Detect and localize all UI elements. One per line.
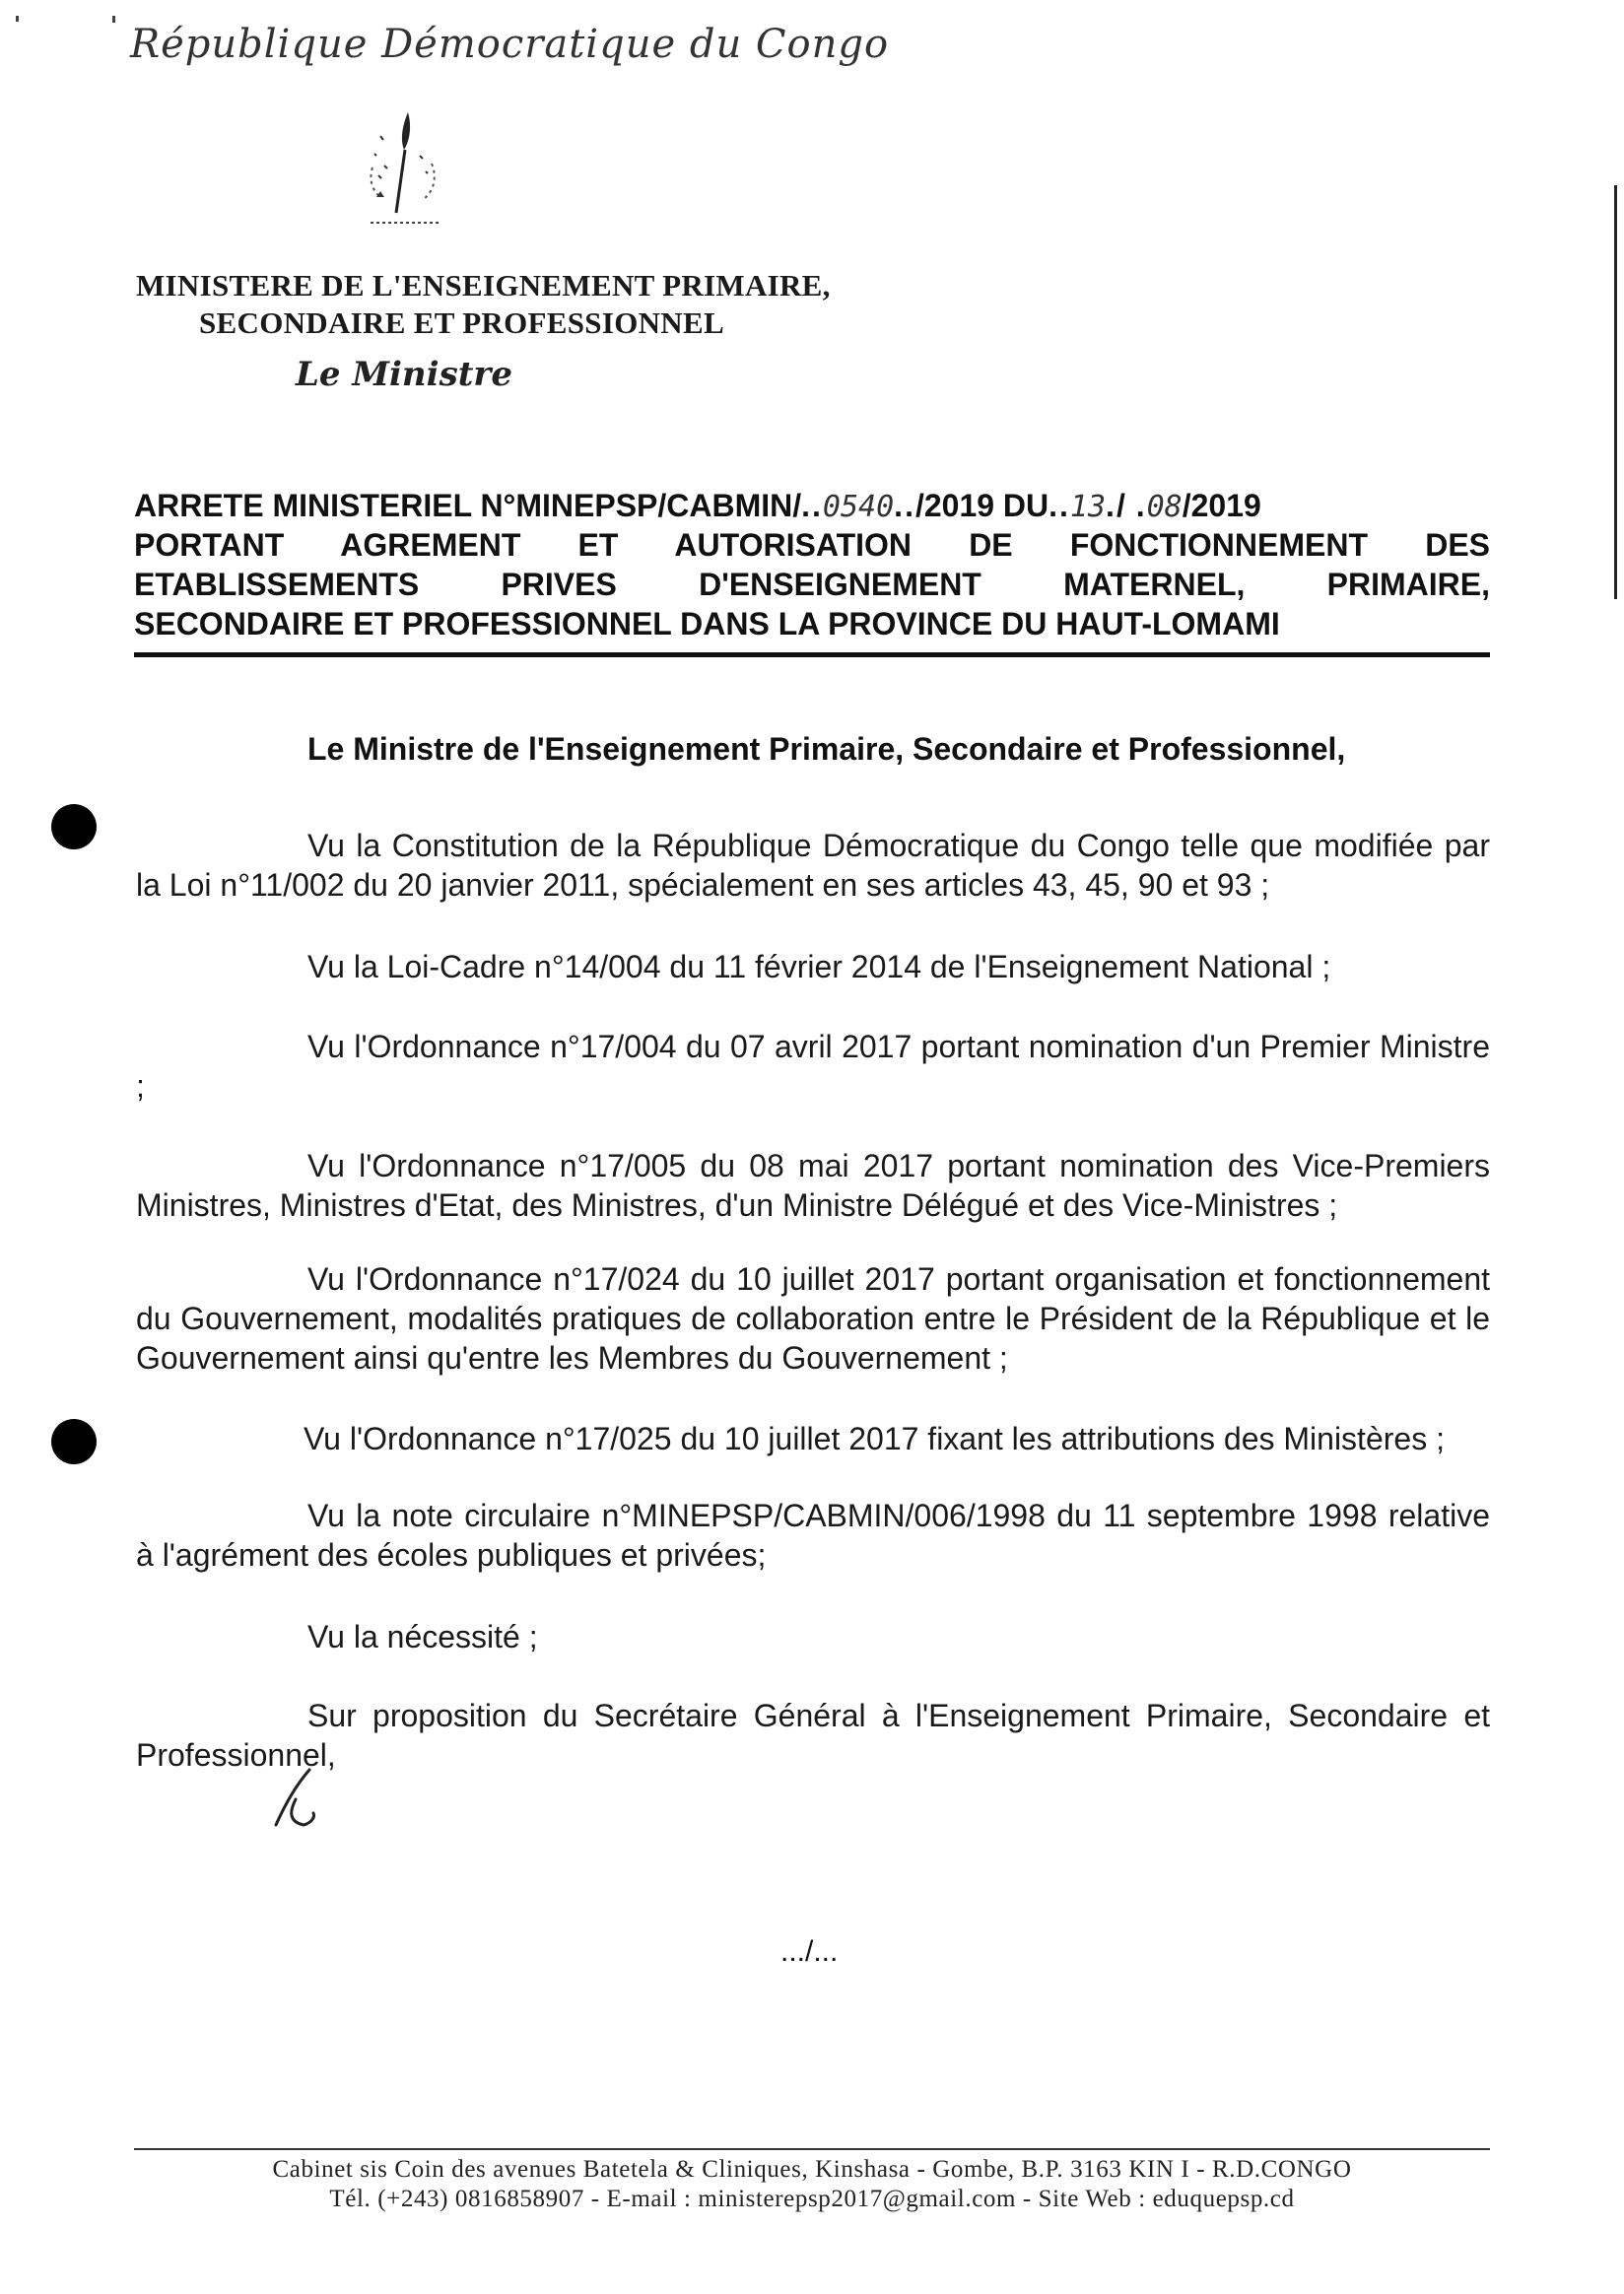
punch-hole-mark: [51, 1419, 97, 1464]
torch-emblem-icon: [351, 106, 459, 235]
considerant-ordonnance-premier-ministre: Vu l'Ordonnance n°17/004 du 07 avril 2017 portant nomination d'un Premier Ministre ;: [136, 1029, 1490, 1104]
footer-divider: [134, 2148, 1490, 2150]
ministry-name-line2: SECONDAIRE ET PROFESSIONNEL: [199, 305, 724, 340]
decree-reference-line: ARRETE MINISTERIEL N°MINEPSP/CABMIN/..0540../2019 DU..13./ .08/2019: [134, 488, 1261, 524]
decree-ref-prefix: ARRETE MINISTERIEL N°MINEPSP/CABMIN/: [134, 488, 802, 523]
decree-date-separator: /: [1116, 488, 1125, 523]
scan-speck: [16, 16, 19, 22]
considerant-constitution: Vu la Constitution de la République Démocratique du Congo telle que modifiée par la Loi n°11/002 du 20 janvier 2011, spécialement en ses articles 43, 45, 90 et 93 ;: [136, 828, 1490, 903]
decree-day: 13: [1069, 490, 1107, 524]
decree-month: 08: [1146, 490, 1183, 524]
footer-contact: Tél. (+243) 0816858907 - E-mail : ministerepsp2017@gmail.com - Site Web : eduquepsp.cd: [329, 2186, 1295, 2212]
considerant-necessite: Vu la nécessité ;: [307, 1619, 538, 1654]
scan-speck: [112, 16, 115, 23]
considerant-ordonnance-attributions: Vu l'Ordonnance n°17/025 du 10 juillet 2017 fixant les attributions des Ministères ;: [304, 1421, 1445, 1456]
ministry-name-line1: MINISTERE DE L'ENSEIGNEMENT PRIMAIRE,: [136, 268, 831, 303]
decree-title-line4: SECONDAIRE ET PROFESSIONNEL DANS LA PROVINCE DU HAUT-LOMAMI: [134, 606, 1280, 641]
considerant-loi-cadre: Vu la Loi-Cadre n°14/004 du 11 février 2014 de l'Enseignement National ;: [307, 949, 1331, 984]
considerant-note-circulaire: Vu la note circulaire n°MINEPSP/CABMIN/006/1998 du 11 septembre 1998 relative à l'agrément des écoles publiques et privées;: [136, 1498, 1490, 1573]
considerant-proposition: Sur proposition du Secrétaire Général à l'Enseignement Primaire, Secondaire et Professionnel,: [136, 1698, 1490, 1773]
considerant-ordonnance-vice-premiers: Vu l'Ordonnance n°17/005 du 08 mai 2017 portant nomination des Vice-Premiers Ministres, Ministres d'Etat, des Ministres, d'un Ministre Délégué et des Vice-Ministres ;: [136, 1148, 1490, 1223]
decree-ref-mid: /2019 DU: [914, 488, 1049, 523]
considerant-ordonnance-gouvernement: Vu l'Ordonnance n°17/024 du 10 juillet 2017 portant organisation et fonctionnement du Gouvernement, modalités pratiques de collaboration entre le Président de la République et le Gouvernement ainsi qu'entre les Membres du Gouvernement ;: [136, 1261, 1490, 1376]
title-underline: [134, 652, 1490, 657]
decree-title-line3: ETABLISSEMENTS PRIVES D'ENSEIGNEMENT MATERNEL, PRIMAIRE,: [134, 567, 1490, 602]
page-continuation-mark: .../...: [780, 1935, 839, 1968]
punch-hole-mark: [51, 804, 97, 849]
republic-header: République Démocratique du Congo: [130, 22, 890, 67]
decree-number: 0540: [822, 490, 895, 524]
decree-year: /2019: [1182, 488, 1261, 523]
handwritten-initials-icon: [266, 1764, 325, 1833]
intro-heading: Le Ministre de l'Enseignement Primaire, Secondaire et Professionnel,: [307, 731, 1346, 767]
scan-edge-mark: [1614, 185, 1617, 599]
decree-title-line2: PORTANT AGREMENT ET AUTORISATION DE FONCTIONNEMENT DES: [134, 527, 1490, 563]
footer-address: Cabinet sis Coin des avenues Batetela & Cliniques, Kinshasa - Gombe, B.P. 3163 KIN I - R.D.CONGO: [272, 2156, 1352, 2183]
le-ministre-heading: Le Ministre: [296, 355, 512, 394]
